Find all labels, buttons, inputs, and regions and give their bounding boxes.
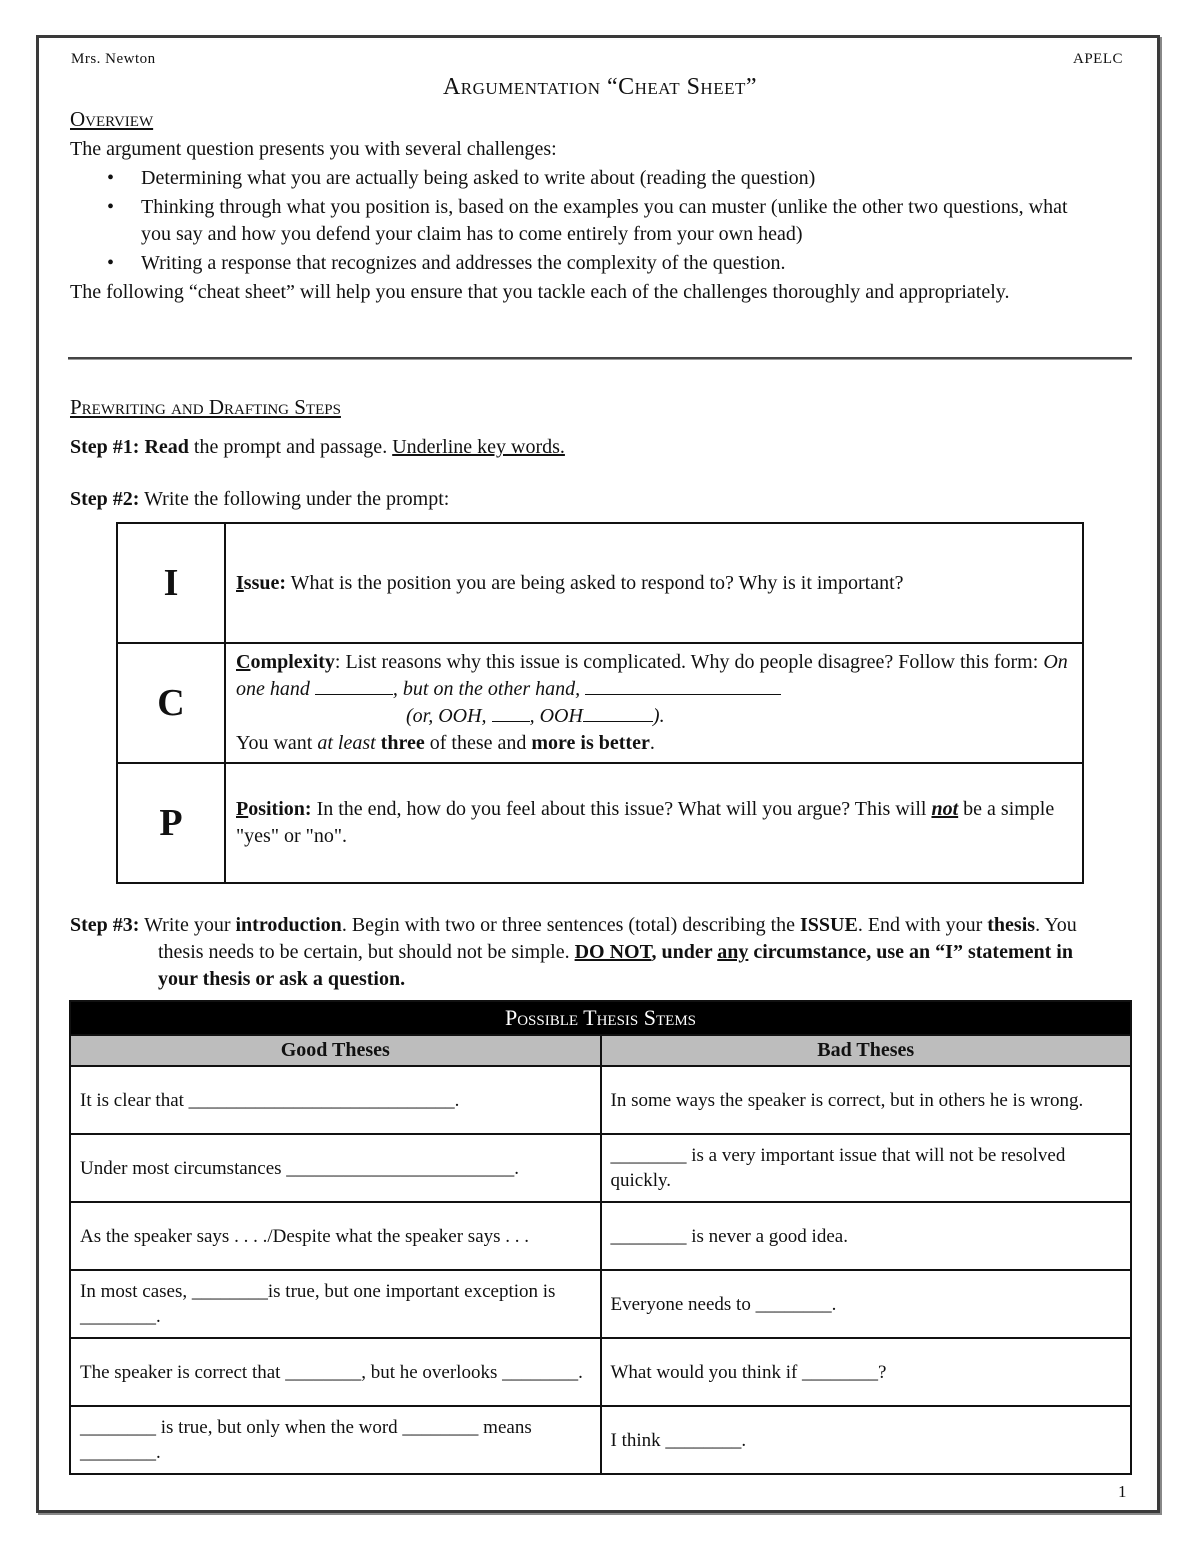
- section-divider: [68, 357, 1132, 360]
- challenge-list: [70, 165, 1070, 279]
- blank-line: [315, 676, 393, 695]
- table-row: [70, 1270, 1131, 1338]
- letter-p: P: [117, 763, 225, 883]
- position-description: Position: In the end, how do you feel about this issue? What will you argue? This will not be a simple "yes" or "no".: [225, 763, 1083, 883]
- bad-thesis-cell: ________ is never a good idea.: [601, 1202, 1132, 1270]
- good-thesis-cell: Under most circumstances ________________________.: [70, 1134, 601, 1202]
- thesis-stems-banner: Possible Thesis Stems: [70, 1001, 1131, 1035]
- bad-thesis-cell: I think ________.: [601, 1406, 1132, 1474]
- icp-row-complexity: [117, 643, 1083, 763]
- blank-line: [583, 703, 653, 722]
- overview-closing: The following “cheat sheet” will help you ensure that you tackle each of the challenges thoroughly and appropriately.: [70, 281, 1010, 303]
- bullet-icon: •: [107, 167, 115, 189]
- page-title: Argumentation “Cheat Sheet”: [442, 74, 758, 100]
- icp-row-position: [117, 763, 1083, 883]
- step-2: Step #2: Write the following under the prompt:: [70, 488, 450, 510]
- blank-line: [585, 676, 781, 695]
- list-item: • Writing a response that recognizes and addresses the complexity of the question.: [70, 250, 1070, 277]
- table-row: [70, 1066, 1131, 1134]
- bad-thesis-cell: Everyone needs to ________.: [601, 1270, 1132, 1338]
- icp-row-issue: [117, 523, 1083, 643]
- letter-c: C: [117, 643, 225, 763]
- list-item: • Thinking through what you position is, based on the examples you can muster (unlike the other two questions, what you say and how you defend your claim has to come entirely from your own head): [107, 196, 1068, 245]
- step-3: Step #3: Write your introduction. Begin with two or three sentences (total) describing the ISSUE. End with your thesis. You thesis needs to be certain, but should not be simple. DO NOT, under any circumstance, use an “I” statement in your thesis or ask a question.: [70, 914, 1077, 990]
- teacher-name: Mrs. Newton: [71, 51, 156, 67]
- list-item: • Determining what you are actually being asked to write about (reading the question): [70, 165, 1070, 192]
- bullet-icon: •: [107, 252, 115, 274]
- good-theses-header: Good Theses: [70, 1035, 601, 1066]
- complexity-description: Complexity: List reasons why this issue is complicated. Why do people disagree? Follow this form: On one hand , but on the other hand, (or, OOH, , OOH ). You want at least three of these and more is better.: [225, 643, 1083, 763]
- bad-thesis-cell: ________ is a very important issue that will not be resolved quickly.: [601, 1134, 1132, 1202]
- step-1: Step #1: Read the prompt and passage. Underline key words.: [70, 436, 565, 458]
- issue-description: Issue: What is the position you are being asked to respond to? Why is it important?: [225, 523, 1083, 643]
- bad-thesis-cell: What would you think if ________?: [601, 1338, 1132, 1406]
- good-thesis-cell: The speaker is correct that ________, but he overlooks ________.: [70, 1338, 601, 1406]
- good-thesis-cell: As the speaker says . . . ./Despite what the speaker says . . .: [70, 1202, 601, 1270]
- good-thesis-cell: It is clear that ____________________________.: [70, 1066, 601, 1134]
- table-row: [70, 1134, 1131, 1202]
- bullet-icon: •: [107, 196, 115, 218]
- bad-theses-header: Bad Theses: [601, 1035, 1132, 1066]
- icp-table: [116, 522, 1084, 884]
- table-row: [70, 1202, 1131, 1270]
- prewriting-heading: Prewriting and Drafting Steps: [70, 395, 341, 419]
- overview-heading: Overview: [70, 107, 154, 131]
- letter-i: I: [117, 523, 225, 643]
- page-number: 1: [1118, 1482, 1127, 1501]
- good-thesis-cell: ________ is true, but only when the word ________ means ________.: [70, 1406, 601, 1474]
- table-row: [70, 1406, 1131, 1474]
- blank-line: [492, 703, 530, 722]
- good-thesis-cell: In most cases, ________is true, but one important exception is ________.: [70, 1270, 601, 1338]
- bad-thesis-cell: In some ways the speaker is correct, but in others he is wrong.: [601, 1066, 1132, 1134]
- table-row: [70, 1338, 1131, 1406]
- course-code: APELC: [1072, 51, 1123, 67]
- overview-intro: The argument question presents you with several challenges:: [70, 138, 557, 160]
- thesis-stems-table: [69, 1000, 1132, 1475]
